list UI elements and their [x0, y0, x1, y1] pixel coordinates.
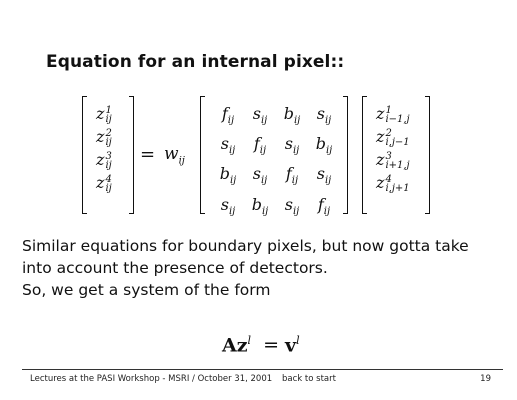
weight-term	[164, 144, 185, 166]
matrix-entry: $s_{ij}$	[316, 104, 332, 127]
matrix-entry: $s_{ij}$	[316, 164, 332, 187]
rhs-term: z 1 i−1,j	[376, 104, 410, 125]
matrix-entry: $f_{ij}$	[253, 134, 267, 157]
matrix-row	[212, 195, 340, 222]
equals-sign: =	[263, 334, 280, 357]
lhs-term: z 3 ij	[96, 150, 112, 171]
lhs-term: z 4 ij	[96, 173, 112, 194]
matrix-entry: $f_{ij}$	[317, 194, 331, 217]
rhs-vector	[362, 96, 430, 214]
paragraph-line-2: into account the presence of detectors.	[22, 259, 328, 277]
matrix-entry: $s_{ij}$	[284, 194, 300, 217]
rhs-entry	[376, 150, 410, 170]
matrix-entry: $f_{ij}$	[285, 164, 299, 187]
footer-divider	[22, 369, 503, 370]
page-number: 19	[480, 374, 491, 384]
matrix-entry: $b_{ij}$	[219, 164, 237, 187]
lhs-term: z 1 ij	[96, 104, 112, 125]
rhs-entry	[376, 127, 410, 147]
rhs-entry	[376, 173, 410, 193]
right-bracket	[425, 96, 430, 214]
lhs-entry	[96, 150, 112, 170]
equals-sign: =	[140, 144, 156, 165]
lhs-vector	[82, 96, 134, 214]
pixel-equation	[82, 96, 442, 217]
left-bracket	[82, 96, 87, 214]
left-bracket	[362, 96, 367, 214]
rhs-term: z 3 i+1,j	[376, 150, 410, 171]
matrix-entry: $s_{ij}$	[220, 134, 236, 157]
matrix-entry: $f_{ij}$	[221, 104, 235, 127]
right-bracket	[129, 96, 134, 214]
matrix-row	[212, 104, 340, 131]
rhs-symbol: v	[285, 334, 297, 357]
paragraph-line-1: Similar equations for boundary pixels, but now gotta take	[22, 237, 469, 255]
lhs-entry	[96, 104, 112, 124]
slide-title: Equation for an internal pixel::	[46, 52, 345, 72]
left-bracket	[200, 96, 205, 214]
rhs-entry	[376, 104, 410, 124]
matrix-entry: $b_{ij}$	[283, 104, 301, 127]
right-bracket	[343, 96, 348, 214]
weight-symbol: $w_{ij}$	[164, 144, 185, 167]
vector-superscript: l	[247, 334, 252, 347]
rhs-superscript: l	[296, 334, 300, 347]
lhs-term: z 2 ij	[96, 127, 112, 148]
matrix-entry: $s_{ij}$	[284, 134, 300, 157]
matrix-row	[212, 164, 340, 191]
matrix-entry: $s_{ij}$	[220, 194, 236, 217]
matrix-symbol: A	[222, 334, 237, 357]
footer-lecture: Lectures at the PASI Workshop - MSRI / October 31, 2001	[30, 374, 273, 384]
lhs-entry	[96, 173, 112, 193]
matrix-entry: $s_{ij}$	[252, 104, 268, 127]
matrix-entry: $b_{ij}$	[315, 134, 333, 157]
vector-symbol: z	[236, 334, 248, 357]
lhs-entry	[96, 127, 112, 147]
system-equation	[222, 334, 300, 356]
matrix-row	[212, 134, 340, 161]
rhs-term: z 2 i,j−1	[376, 127, 410, 148]
matrix-entry: $s_{ij}$	[252, 164, 268, 187]
back-to-start-link[interactable]: back to start	[282, 374, 336, 384]
coefficient-matrix	[200, 96, 348, 217]
paragraph-line-3: So, we get a system of the form	[22, 281, 271, 299]
matrix-entry: $b_{ij}$	[251, 194, 269, 217]
rhs-term: z 4 i,j+1	[376, 173, 410, 194]
